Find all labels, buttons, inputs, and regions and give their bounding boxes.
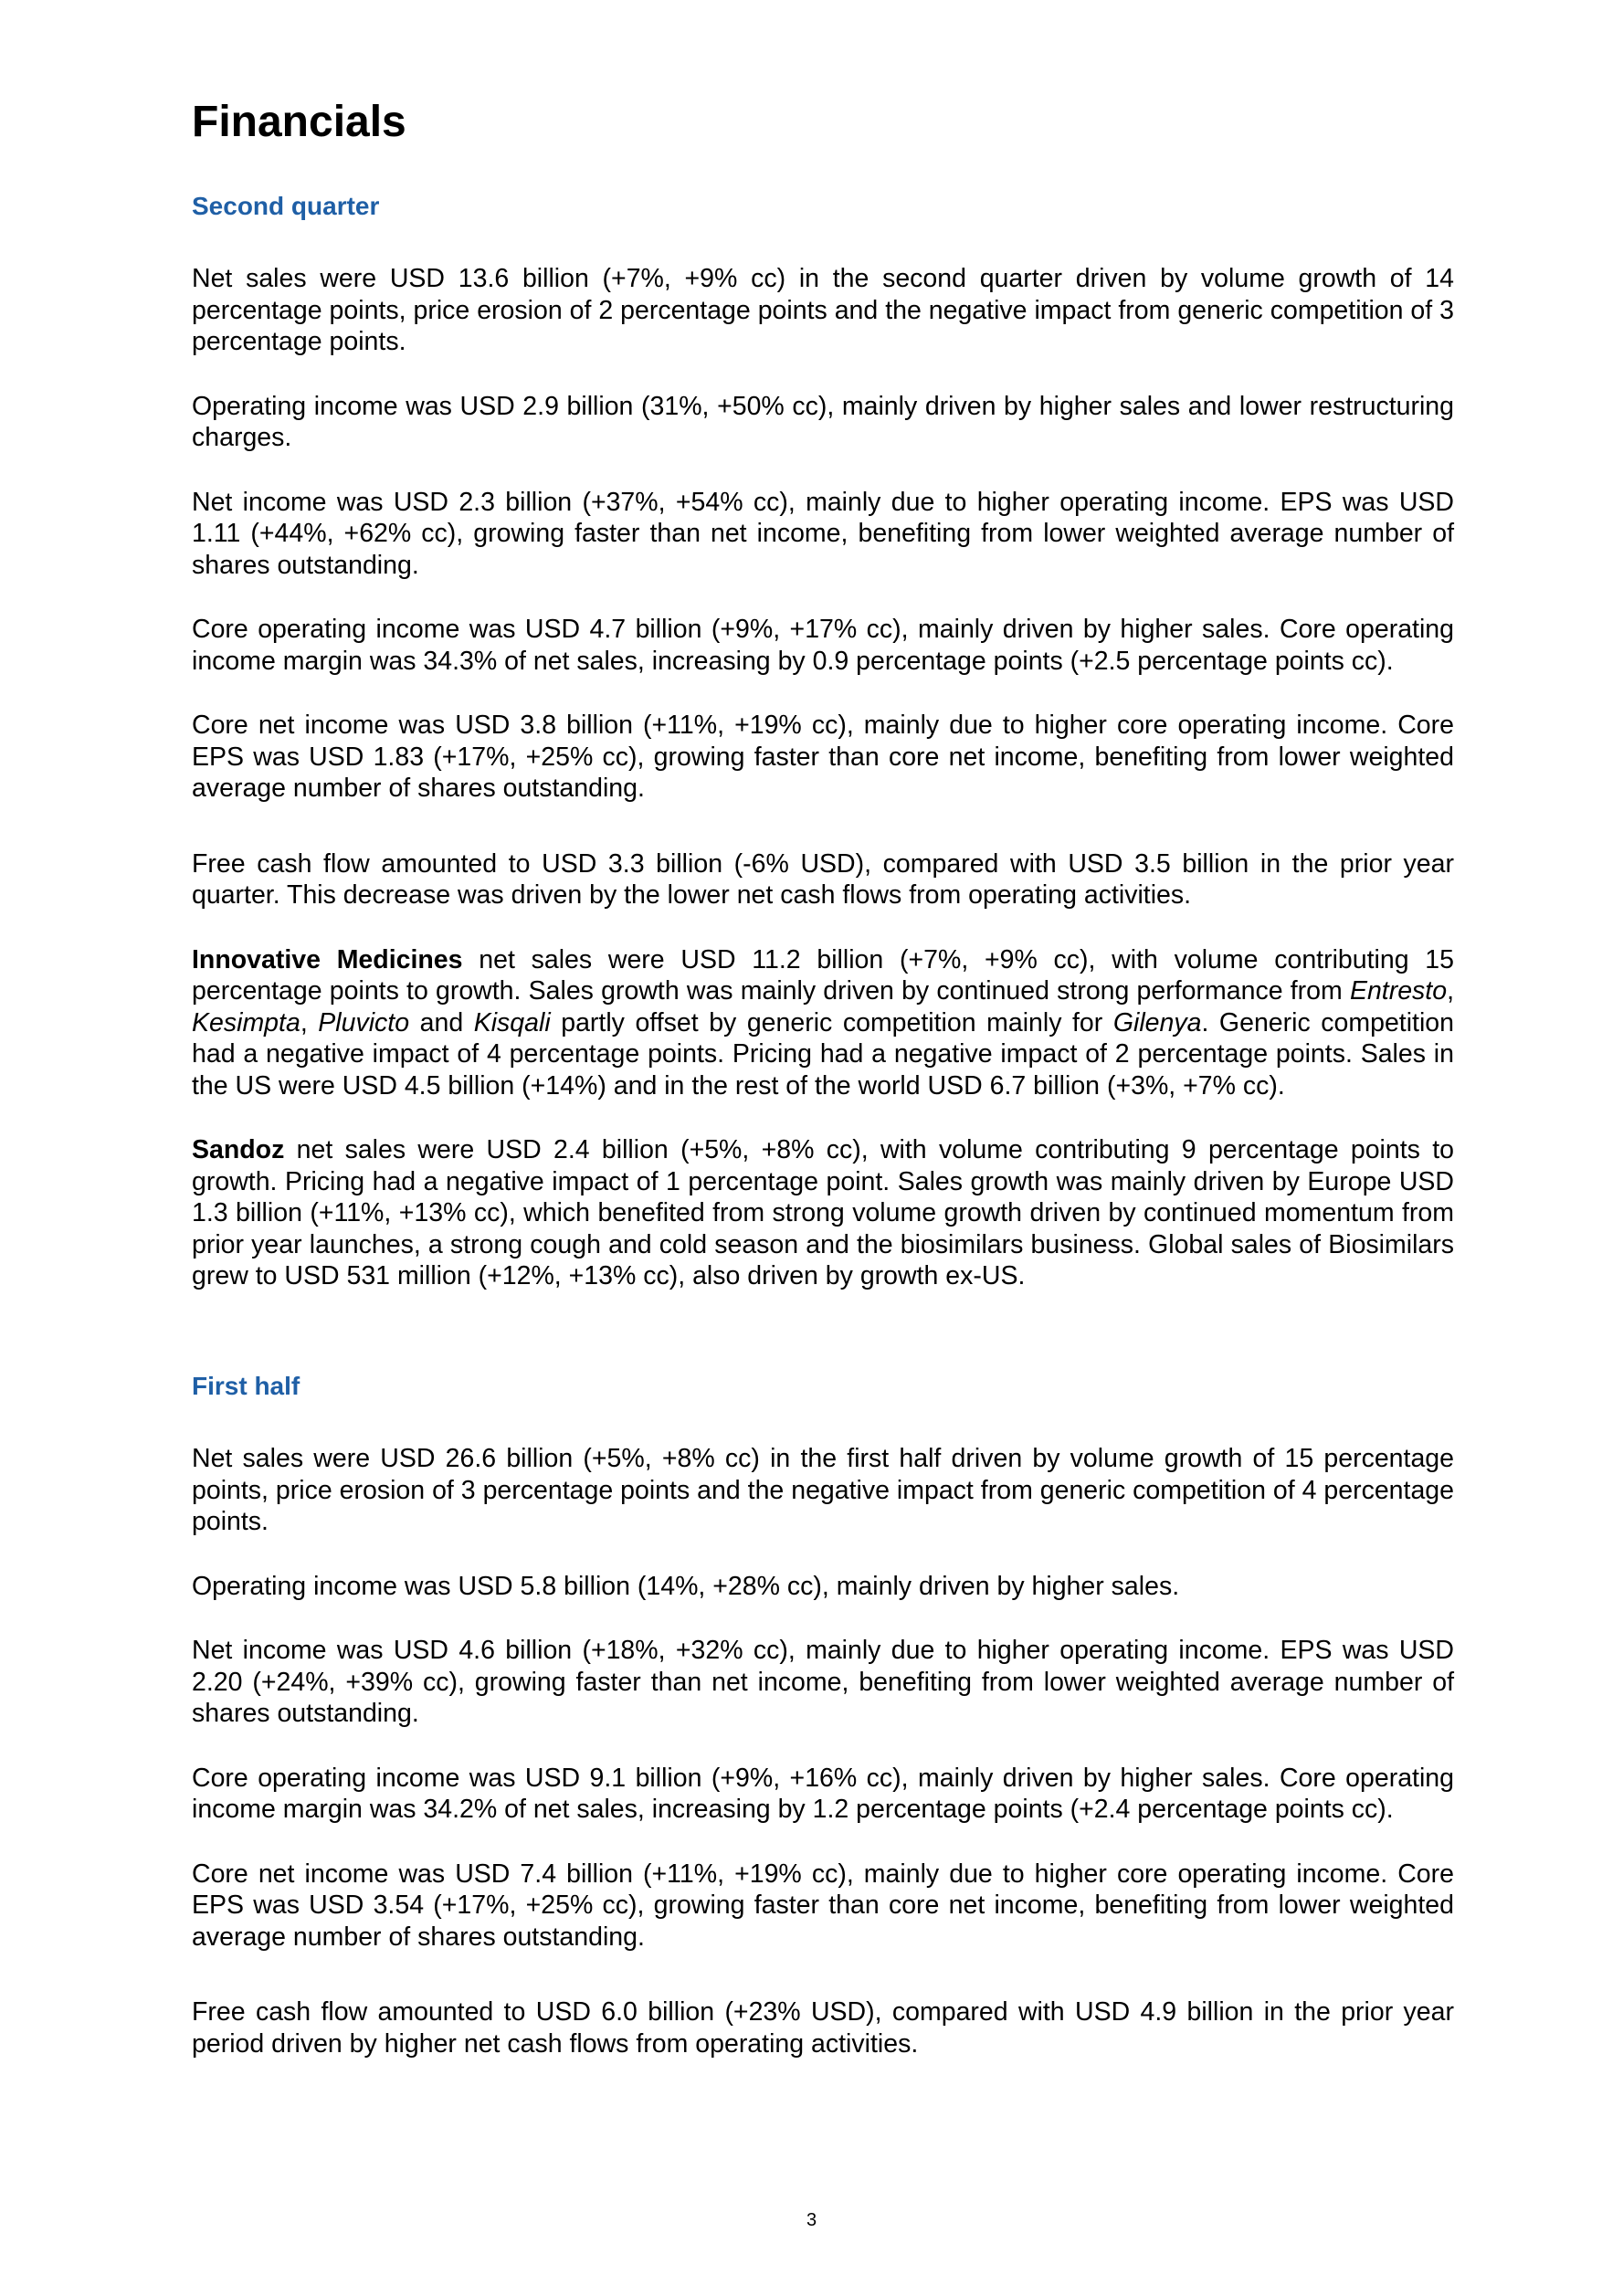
page-content bbox=[192, 82, 1454, 2092]
im-text-2: , bbox=[1447, 976, 1454, 1006]
brand-gilenya: Gilenya bbox=[1112, 1007, 1202, 1037]
page-title: Financials bbox=[192, 98, 406, 146]
q2-free-cash-flow-paragraph: Free cash flow amounted to USD 3.3 billion (-6% USD), compared with USD 3.5 billion in the prior year quarter. This decrease was driven by the lower net cash flows from operating activities. bbox=[192, 848, 1454, 911]
sandoz-text: net sales were USD 2.4 billion (+5%, +8% cc), with volume contributing 9 percentage points to growth. Pricing had a negative impact of 1 percentage point. Sales growth was mainly driven by Europe USD 1.3 billion (+11%, +13% cc), which benefited from strong volume growth driven by continued momentum from prior year launches, a strong cough and cold season and the biosimilars business. Global sales of Biosimilars grew to USD 531 million (+12%, +13% cc), also driven by growth ex-US. bbox=[192, 1135, 1454, 1291]
q2-sandoz-paragraph bbox=[192, 1134, 1454, 1292]
h1-operating-income-paragraph: Operating income was USD 5.8 billion (14%, +28% cc), mainly driven by higher sales. bbox=[192, 1571, 1180, 1601]
brand-kisqali: Kisqali bbox=[473, 1007, 551, 1037]
q2-core-operating-income-paragraph: Core operating income was USD 4.7 billion (+9%, +17% cc), mainly driven by higher sales. Core operating income margin was 34.3% of net sales, increasing by 0.9 percentage points (+2.5 percentage points cc). bbox=[192, 615, 1454, 676]
q2-operating-income-paragraph: Operating income was USD 2.9 billion (31%, +50% cc), mainly driven by higher sales and lower restructuring charges. bbox=[192, 391, 1454, 453]
innovative-medicines-label: Innovative Medicines bbox=[192, 944, 463, 974]
im-text-1: net sales were USD 11.2 billion (+7%, +9% cc), with volume contributing 15 percentage points to growth. Sales growth was mainly driven by continued strong performance from bbox=[192, 944, 1455, 1006]
q2-core-net-income-paragraph: Core net income was USD 3.8 billion (+11%, +19% cc), mainly due to higher core operating income. Core EPS was USD 1.83 (+17%, +25% cc), growing faster than core net income, benefiting from lower weighted average number of shares outstanding. bbox=[192, 711, 1454, 804]
sandoz-label: Sandoz bbox=[192, 1135, 285, 1165]
im-text-6: . Generic competition had a negative impact of 4 percentage points. Pricing had a negative impact of 2 percentage points. Sales in the US were USD 4.5 billion (+14%) and in the rest of the world USD 6.7 billion (+3%, +7% cc). bbox=[192, 1007, 1455, 1101]
brand-pluvicto: Pluvicto bbox=[318, 1007, 410, 1037]
h1-free-cash-flow-paragraph: Free cash flow amounted to USD 6.0 billion (+23% USD), compared with USD 4.9 billion in the prior year period driven by higher net cash flows from operating activities. bbox=[192, 1997, 1454, 2059]
h1-net-sales-paragraph: Net sales were USD 26.6 billion (+5%, +8% cc) in the first half driven by volume growth of 15 percentage points, price erosion of 3 percentage points and the negative impact from generic competition of 4 percentage points. bbox=[192, 1444, 1454, 1537]
im-text-5: partly offset by generic competition mainly for bbox=[550, 1007, 1113, 1037]
q2-net-sales-paragraph: Net sales were USD 13.6 billion (+7%, +9% cc) in the second quarter driven by volume growth of 14 percentage points, price erosion of 2 percentage points and the negative impact from generic competition of 3 percentage points. bbox=[192, 264, 1454, 357]
h1-net-income-paragraph: Net income was USD 4.6 billion (+18%, +32% cc), mainly due to higher operating income. EPS was USD 2.20 (+24%, +39% cc), growing faster than net income, benefiting from lower weighted average number of shares outstanding. bbox=[192, 1636, 1454, 1729]
h1-core-operating-income-paragraph: Core operating income was USD 9.1 billion (+9%, +16% cc), mainly driven by higher sales. Core operating income margin was 34.2% of net sales, increasing by 1.2 percentage points (+2.4 percentage points cc). bbox=[192, 1763, 1454, 1825]
brand-kesimpta: Kesimpta bbox=[192, 1007, 300, 1037]
im-text-4: and bbox=[409, 1007, 474, 1037]
im-text-3: , bbox=[300, 1007, 319, 1037]
q2-net-income-paragraph: Net income was USD 2.3 billion (+37%, +54% cc), mainly due to higher operating income. EPS was USD 1.11 (+44%, +62% cc), growing faster than net income, benefiting from lower weighted average number of shares outstanding. bbox=[192, 487, 1454, 580]
q2-innovative-medicines-paragraph bbox=[192, 944, 1454, 1102]
section-heading-second-quarter: Second quarter bbox=[192, 191, 380, 220]
page-number: 3 bbox=[806, 2210, 817, 2230]
section-heading-first-half: First half bbox=[192, 1371, 300, 1400]
h1-core-net-income-paragraph: Core net income was USD 7.4 billion (+11%, +19% cc), mainly due to higher core operating income. Core EPS was USD 3.54 (+17%, +25% cc), growing faster than core net income, benefiting from lower weighted average number of shares outstanding. bbox=[192, 1859, 1454, 1952]
brand-entresto: Entresto bbox=[1349, 976, 1448, 1006]
